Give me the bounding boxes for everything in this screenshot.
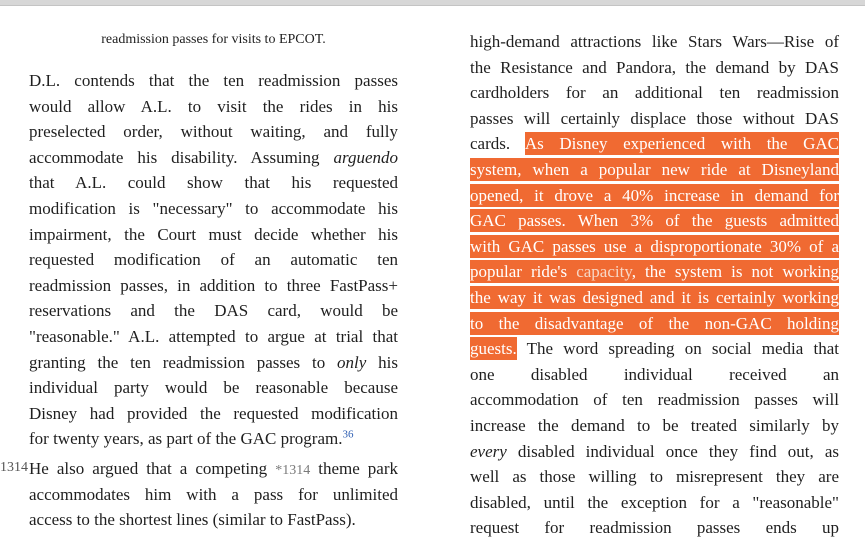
text-line: accommodation of ten readmission passes will [470, 390, 839, 410]
text-fragment: popular ride's [470, 262, 568, 282]
text-line: one disabled individual received an [470, 364, 839, 384]
highlighted-text[interactable]: GAC passes. When 3% of the guests admitted [470, 211, 839, 231]
italic-word: only [337, 352, 367, 372]
text-line [470, 131, 839, 157]
text-line: high-demand attractions like Stars Wars—Rise of [470, 32, 839, 51]
italic-word: arguendo [333, 147, 398, 167]
text-fragment: theme park [318, 459, 399, 478]
text-line [470, 311, 839, 337]
text-line: would allow A.L. to visit the rides in his [29, 96, 398, 116]
highlighted-text[interactable]: with GAC passes use a disproportionate 30% of a [470, 236, 839, 256]
highlighted-text[interactable]: to the disadvantage of the non-GAC holding [470, 313, 839, 333]
highlighted-text[interactable]: system, when a popular new ride at Disneyland [470, 159, 839, 179]
caption-text: readmission passes for visits to EPCOT. [101, 32, 326, 47]
text-line: impairment, the Court must decide whether his [29, 224, 398, 244]
text-fragment: accommodate his disability. Assuming [29, 147, 320, 167]
text-fragment: He also argued that a competing [29, 459, 268, 478]
text-line: access to the shortest lines (similar to FastPass). [29, 510, 356, 530]
text-fragment: The word spreading on social media that [526, 339, 840, 359]
text-fragment: cards. [470, 134, 511, 154]
text-fragment: granting the ten readmission passes to [29, 352, 326, 372]
text-line [470, 439, 839, 465]
text-fragment: , the system is not working [631, 262, 840, 282]
page-marker: *1314 [275, 463, 311, 478]
text-line: requested modification of an automatic ten [29, 250, 398, 270]
text-line: well as those willing to misrepresent they are [470, 467, 839, 487]
text-line [29, 426, 398, 452]
text-line [470, 285, 839, 311]
text-line [470, 208, 839, 234]
highlighted-text[interactable]: As Disney experienced with the GAC [524, 134, 839, 154]
text-line: the Resistance and Pandora, the demand by DAS [470, 57, 839, 77]
text-line: disabled, until the exception for a "reasonable" [470, 492, 839, 512]
text-line: that A.L. could show that his requested [29, 173, 398, 193]
text-line: individual party would be reasonable because [29, 378, 398, 398]
highlighted-text[interactable]: opened, it drove a 40% increase in demand for [470, 185, 839, 205]
text-fragment: disabled individual once they find out, as [517, 441, 840, 461]
text-line: reservations and the DAS card, would be [29, 301, 398, 321]
highlighted-text[interactable]: the way it was designed and it is certainly working [470, 287, 839, 307]
text-line: passes will certainly displace those without DAS [470, 108, 839, 128]
margin-page-number: 1314 [0, 460, 28, 475]
left-paragraph-2 [29, 456, 398, 533]
top-toolbar-strip [0, 0, 865, 6]
text-line [29, 350, 398, 376]
text-line [470, 157, 839, 183]
text-line: readmission passes, in addition to three FastPass+ [29, 275, 398, 295]
text-fragment: for twenty years, as part of the GAC program. [29, 429, 343, 449]
text-line: accommodates him with a pass for unlimited [29, 484, 398, 504]
text-line: increase the demand to be treated similarly by [470, 415, 839, 435]
text-line: D.L. contends that the ten readmission passes [29, 71, 398, 90]
text-line [29, 456, 398, 482]
capacity-word: capacity [576, 262, 632, 282]
text-line [470, 183, 839, 209]
text-line [470, 336, 839, 362]
text-line: preselected order, without waiting, and fully [29, 122, 398, 142]
footnote-link-36[interactable]: 36 [342, 428, 354, 441]
text-fragment: his [378, 352, 399, 372]
right-paragraph [470, 29, 839, 541]
text-line: cardholders for an additional ten readmission [470, 83, 839, 103]
highlighted-text[interactable] [470, 260, 839, 283]
italic-word: every [470, 441, 507, 461]
highlighted-text[interactable]: guests. [470, 339, 517, 359]
text-line: "reasonable." A.L. attempted to argue at trial that [29, 326, 398, 346]
text-line [470, 259, 839, 285]
text-line: modification is "necessary" to accommodate his [29, 198, 398, 218]
left-paragraph-1 [29, 68, 398, 452]
text-line: request for readmission passes ends up [470, 518, 839, 538]
text-line [470, 234, 839, 260]
text-line [29, 145, 398, 171]
text-line: Disney had provided the requested modification [29, 403, 398, 423]
